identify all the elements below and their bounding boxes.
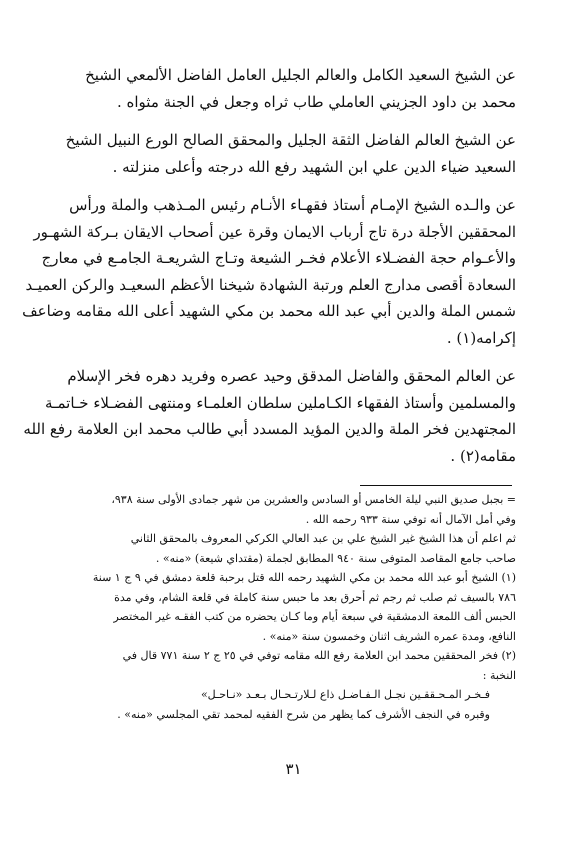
footnote-continuation xyxy=(68,490,516,568)
text-line: المحققين الأجلة درة تاج أرباب الايمان وقرة عين أصحاب الايقان بـركة الشهـور xyxy=(33,222,516,241)
text-line: محمد بن داود الجزيني العاملي طاب ثراه وجعل في الجنة مثواه . xyxy=(116,92,516,111)
footnote-line: ثم اعلم أن هذا الشيخ غير الشيخ علي بن عبد العالي الكركي المعروف بالمحقق الثاني xyxy=(130,532,516,545)
poem-verse: فـخـر المـحـققـين نجـل الـفـاضـل ذاع لـلارتـحـال بـعـد «نـاحـل» xyxy=(200,688,490,701)
paragraph-4 xyxy=(23,363,516,469)
footnotes xyxy=(68,490,516,724)
text-line: المجتهدين فخر الملة والدين المؤيد المسدد أبي طالب محمد ابن العلامة رفع الله xyxy=(23,420,516,438)
footnote-line: (١) الشيخ أبو عبد الله محمد بن مكي الشهيد رحمه الله قتل برحبة قلعة دمشق في ٩ ج ١ سنة xyxy=(92,571,516,584)
text-line: والأعـوام حجة الفضـلاء الأعلام فخـر الشيعة وتـاج الشريعـة الجامـع في معارج xyxy=(41,249,516,267)
paragraph-3 xyxy=(22,192,516,351)
text-line: إكرامه(١) . xyxy=(446,328,516,347)
paragraph-1 xyxy=(68,62,516,115)
footnote-1 xyxy=(68,568,516,646)
page-number: ٣١ xyxy=(285,760,302,778)
footnote-line: (٢) فخر المحققين محمد ابن العلامة رفع الله مقامه توفي في ٢٥ ج ٢ سنة ٧٧١ قال في xyxy=(122,649,516,662)
text-line: السعادة أقصى مدارج العلم ورتبة الشهادة شيخنا الأعظم السعيـد والركن العميـد xyxy=(25,275,516,294)
text-line: عن الشيخ السعيد الكامل والعالم الجليل العامل الفاضل الألمعي الشيخ xyxy=(85,66,516,84)
text-line: شمس الملة والدين أبي عبد الله محمد بن مكي الشهيد أعلى الله مقامه وضاعف xyxy=(22,302,516,320)
footnote-line: النخبة : xyxy=(482,668,516,682)
main-text xyxy=(22,62,516,481)
footnote-line: ٧٨٦ بالسيف ثم صلب ثم رجم ثم أحرق بعد ما حبس سنة كاملة في قلعة الشام، وفي مدة xyxy=(114,590,516,604)
text-line: مقامه(٢) . xyxy=(450,446,516,465)
footnote-line: وقبره في النجف الأشرف كما يظهر من شرح الفقيه لمحمد تقي المجلسي «منه» . xyxy=(117,707,490,721)
text-line: السعيد ضياء الدين علي ابن الشهيد رفع الله درجته وأعلى منزلته . xyxy=(112,157,516,176)
text-line: عن والـده الشيخ الإمـام أستاذ فقهـاء الأنـام رئيس المـذهب والملة ورأس xyxy=(69,196,516,214)
footnote-line: وفي أمل الآمال أنه توفي سنة ٩٣٣ رحمه الله . xyxy=(305,512,516,526)
footnote-line: الحبس ألف اللمعة الدمشقية في سبعة أيام وما كـان يحضره من كتب الفقـه غير المختصر xyxy=(113,610,516,623)
footnote-line: = بجبل صديق النبي ليلة الخامس أو السادس والعشرين من شهر جمادى الأولى سنة ٩٣٨، xyxy=(111,493,516,506)
footnote-2 xyxy=(68,646,516,724)
footnote-line: النافع، ومدة عمره الشريف اثنان وخمسون سنة «منه» . xyxy=(262,629,516,643)
text-line: عن الشيخ العالم الفاضل الثقة الجليل والمحقق الصالح الورع النبيل الشيخ xyxy=(65,131,516,149)
footnote-line: صاحب جامع المقاصد المتوفى سنة ٩٤٠ المطابق لجملة (مقتداي شيعة) «منه» . xyxy=(155,551,516,565)
text-line: والمسلمين وأستاذ الفقهاء الكـاملين سلطان العلمـاء ومنتهى الفضـلاء خـاتمـة xyxy=(45,393,516,412)
footnote-divider xyxy=(360,485,512,486)
text-line: عن العالم المحقق والفاضل المدقق وحيد عصره وفريد دهره فخر الإسلام xyxy=(67,367,516,385)
paragraph-2 xyxy=(65,127,516,180)
